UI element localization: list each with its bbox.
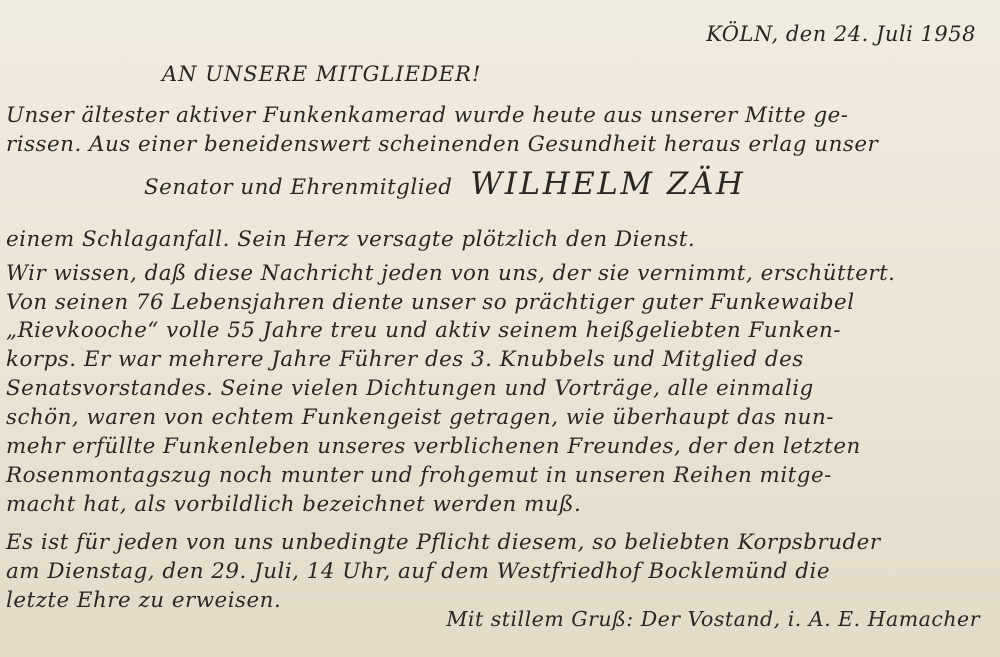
- body-line: am Dienstag, den 29. Juli, 14 Uhr, auf dem Westfriedhof Bocklemünd die: [6, 559, 830, 584]
- body-line: Rosenmontagszug noch munter und frohgemut in unseren Reihen mitge-: [6, 463, 832, 488]
- body-line: mehr erfüllte Funkenleben unseres verblichenen Freundes, der den letzten: [6, 434, 861, 459]
- body-line: Senatsvorstandes. Seine vielen Dichtungen und Vorträge, alle einmalig: [6, 376, 814, 401]
- body-line: „Rievkooche“ volle 55 Jahre treu und aktiv seinem heißgeliebten Funken-: [6, 318, 841, 343]
- body-line: einem Schlaganfall. Sein Herz versagte plötzlich den Dienst.: [6, 227, 696, 252]
- body-line: schön, waren von echtem Funkengeist getragen, wie überhaupt das nun-: [6, 405, 834, 430]
- body-line: Es ist für jeden von uns unbedingte Pflicht diesem, so beliebten Korpsbruder: [6, 530, 881, 555]
- body-line: Unser ältester aktiver Funkenkamerad wurde heute aus unserer Mitte ge-: [6, 103, 849, 128]
- honoree-title: Senator und Ehrenmitglied: [144, 175, 453, 200]
- salutation-heading: AN UNSERE MITGLIEDER!: [162, 62, 482, 86]
- body-line: macht hat, als vorbildlich bezeichnet werden muß.: [6, 492, 582, 517]
- honoree-name: WILHELM ZÄH: [470, 166, 746, 202]
- body-line: Von seinen 76 Lebensjahren diente unser so prächtiger guter Funkewaibel: [6, 290, 855, 315]
- body-line: letzte Ehre zu erweisen.: [6, 588, 282, 613]
- honoree-row: [144, 166, 980, 202]
- body-line: korps. Er war mehrere Jahre Führer des 3. Knubbels und Mitglied des: [6, 347, 804, 372]
- date-line: KÖLN, den 24. Juli 1958: [706, 22, 976, 46]
- body-line: rissen. Aus einer beneidenswert scheinenden Gesundheit heraus erlag unser: [6, 132, 879, 157]
- signature-line: Mit stillem Gruß: Der Vostand, i. A. E. Hamacher: [446, 607, 980, 631]
- body-line: Wir wissen, daß diese Nachricht jeden von uns, der sie vernimmt, erschüttert.: [6, 261, 896, 286]
